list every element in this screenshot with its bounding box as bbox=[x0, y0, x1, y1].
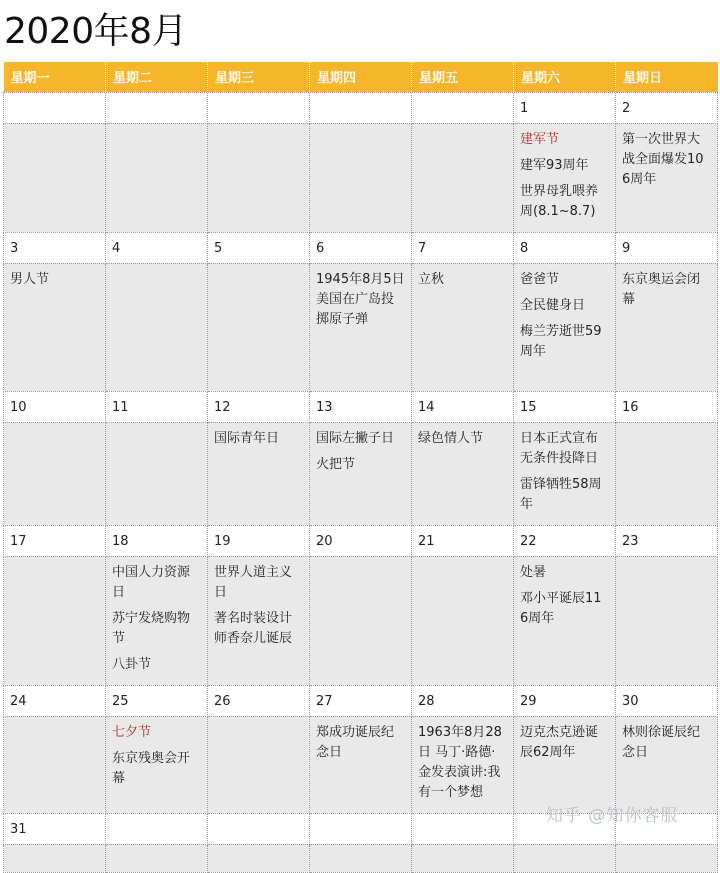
date-cell[interactable] bbox=[208, 391, 310, 422]
date-number: 28 bbox=[418, 693, 435, 709]
watermark: 知乎 @知你客服 bbox=[546, 806, 679, 826]
event-label: 东京残奥会开幕 bbox=[112, 750, 191, 786]
date-number: 6 bbox=[316, 240, 325, 256]
events-cell[interactable] bbox=[106, 716, 208, 813]
events-cell[interactable] bbox=[514, 422, 616, 525]
weekday-tue: 星期二 bbox=[106, 62, 208, 92]
date-cell[interactable] bbox=[4, 391, 106, 422]
date-cell[interactable] bbox=[514, 391, 616, 422]
date-cell[interactable] bbox=[514, 525, 616, 556]
events-row bbox=[4, 716, 718, 813]
date-cell[interactable] bbox=[616, 232, 718, 263]
date-number: 5 bbox=[214, 240, 223, 256]
date-number: 1 bbox=[520, 100, 529, 116]
date-number: 17 bbox=[10, 533, 27, 549]
event-label: 国际青年日 bbox=[214, 430, 280, 446]
event-label: 爸爸节 bbox=[520, 271, 560, 287]
events-row bbox=[4, 123, 718, 232]
events-cell[interactable] bbox=[208, 716, 310, 813]
event-label: 雷锋牺牲58周年 bbox=[520, 476, 602, 512]
date-number: 18 bbox=[112, 533, 129, 549]
date-number: 12 bbox=[214, 399, 231, 415]
weekday-fri: 星期五 bbox=[412, 62, 514, 92]
events-cell[interactable] bbox=[310, 263, 412, 391]
date-number: 7 bbox=[418, 240, 427, 256]
event-label: 1945年8月5日美国在广岛投掷原子弹 bbox=[316, 271, 405, 327]
events-cell[interactable] bbox=[616, 716, 718, 813]
events-cell[interactable] bbox=[412, 556, 514, 685]
date-cell[interactable] bbox=[412, 92, 514, 123]
events-cell[interactable] bbox=[106, 263, 208, 391]
date-row bbox=[4, 232, 718, 263]
date-cell[interactable] bbox=[310, 525, 412, 556]
date-cell[interactable] bbox=[310, 232, 412, 263]
date-cell[interactable] bbox=[412, 685, 514, 716]
weekday-wed: 星期三 bbox=[208, 62, 310, 92]
events-cell[interactable] bbox=[106, 123, 208, 232]
festival-label: 建军节 bbox=[520, 131, 560, 147]
date-cell[interactable] bbox=[514, 685, 616, 716]
events-row bbox=[4, 556, 718, 685]
event-label: 绿色情人节 bbox=[418, 430, 484, 446]
date-cell[interactable] bbox=[616, 92, 718, 123]
events-cell[interactable] bbox=[514, 844, 616, 872]
events-cell[interactable] bbox=[208, 263, 310, 391]
events-cell[interactable] bbox=[106, 844, 208, 872]
date-cell[interactable] bbox=[106, 685, 208, 716]
date-number: 29 bbox=[520, 693, 537, 709]
events-row bbox=[4, 263, 718, 391]
festival-label: 七夕节 bbox=[112, 724, 152, 740]
date-number: 3 bbox=[10, 240, 19, 256]
events-cell[interactable] bbox=[616, 263, 718, 391]
date-cell[interactable] bbox=[208, 685, 310, 716]
date-cell[interactable] bbox=[106, 232, 208, 263]
date-cell[interactable] bbox=[412, 391, 514, 422]
date-cell[interactable] bbox=[208, 813, 310, 844]
page-title: 2020年8月 bbox=[4, 11, 188, 52]
date-number: 16 bbox=[622, 399, 639, 415]
events-cell[interactable] bbox=[4, 422, 106, 525]
events-cell[interactable] bbox=[4, 716, 106, 813]
date-cell[interactable] bbox=[106, 813, 208, 844]
events-cell[interactable] bbox=[616, 123, 718, 232]
date-number: 25 bbox=[112, 693, 129, 709]
events-cell[interactable] bbox=[4, 123, 106, 232]
date-cell[interactable] bbox=[310, 813, 412, 844]
events-cell[interactable] bbox=[514, 716, 616, 813]
event-label: 火把节 bbox=[316, 456, 356, 472]
events-cell[interactable] bbox=[412, 123, 514, 232]
events-cell[interactable] bbox=[412, 422, 514, 525]
events-row bbox=[4, 844, 718, 872]
date-cell[interactable] bbox=[4, 232, 106, 263]
date-cell[interactable] bbox=[412, 813, 514, 844]
date-cell[interactable] bbox=[514, 92, 616, 123]
event-label: 处暑 bbox=[520, 564, 547, 580]
date-number: 31 bbox=[10, 821, 27, 837]
event-label: 建军93周年 bbox=[520, 157, 589, 173]
event-label: 日本正式宣布无条件投降日 bbox=[520, 430, 599, 466]
events-cell[interactable] bbox=[106, 422, 208, 525]
event-label: 郑成功诞辰纪念日 bbox=[316, 724, 395, 760]
date-number: 2 bbox=[622, 100, 631, 116]
event-label: 中国人力资源日 bbox=[112, 564, 191, 600]
event-label: 1963年8月28日 马丁·路德·金发表演讲:我有一个梦想 bbox=[418, 724, 502, 800]
date-number: 27 bbox=[316, 693, 333, 709]
event-label: 国际左撇子日 bbox=[316, 430, 395, 446]
event-label: 苏宁发烧购物节 bbox=[112, 610, 191, 646]
events-cell[interactable] bbox=[106, 556, 208, 685]
date-row bbox=[4, 391, 718, 422]
date-number: 22 bbox=[520, 533, 537, 549]
date-cell[interactable] bbox=[106, 525, 208, 556]
date-number: 20 bbox=[316, 533, 333, 549]
date-number: 4 bbox=[112, 240, 121, 256]
events-cell[interactable] bbox=[514, 123, 616, 232]
date-cell[interactable] bbox=[616, 525, 718, 556]
events-cell[interactable] bbox=[412, 844, 514, 872]
date-cell[interactable] bbox=[208, 92, 310, 123]
events-cell[interactable] bbox=[412, 263, 514, 391]
date-number: 15 bbox=[520, 399, 537, 415]
events-cell[interactable] bbox=[310, 844, 412, 872]
events-cell[interactable] bbox=[208, 556, 310, 685]
event-label: 东京奥运会闭幕 bbox=[622, 271, 701, 307]
date-cell[interactable] bbox=[208, 525, 310, 556]
events-cell[interactable] bbox=[412, 716, 514, 813]
date-cell[interactable] bbox=[616, 391, 718, 422]
events-cell[interactable] bbox=[616, 844, 718, 872]
date-row bbox=[4, 92, 718, 123]
event-label: 林则徐诞辰纪念日 bbox=[622, 724, 701, 760]
date-cell[interactable] bbox=[310, 92, 412, 123]
events-cell[interactable] bbox=[514, 556, 616, 685]
event-label: 著名时装设计师香奈儿诞辰 bbox=[214, 610, 293, 646]
events-cell[interactable] bbox=[4, 844, 106, 872]
date-row bbox=[4, 525, 718, 556]
date-number: 9 bbox=[622, 240, 631, 256]
date-number: 21 bbox=[418, 533, 435, 549]
date-number: 30 bbox=[622, 693, 639, 709]
date-cell[interactable] bbox=[616, 685, 718, 716]
events-cell[interactable] bbox=[310, 123, 412, 232]
date-cell[interactable] bbox=[106, 92, 208, 123]
event-label: 全民健身日 bbox=[520, 297, 586, 313]
events-cell[interactable] bbox=[208, 123, 310, 232]
date-cell[interactable] bbox=[412, 525, 514, 556]
date-number: 24 bbox=[10, 693, 27, 709]
events-cell[interactable] bbox=[616, 556, 718, 685]
date-cell[interactable] bbox=[310, 685, 412, 716]
date-number: 26 bbox=[214, 693, 231, 709]
events-cell[interactable] bbox=[310, 422, 412, 525]
event-label: 梅兰芳逝世59周年 bbox=[520, 323, 602, 359]
date-row bbox=[4, 685, 718, 716]
events-cell[interactable] bbox=[310, 716, 412, 813]
date-cell[interactable] bbox=[514, 232, 616, 263]
event-label: 男人节 bbox=[10, 271, 50, 287]
date-cell[interactable] bbox=[4, 92, 106, 123]
events-cell[interactable] bbox=[208, 844, 310, 872]
date-cell[interactable] bbox=[208, 232, 310, 263]
date-cell[interactable] bbox=[106, 391, 208, 422]
date-number: 11 bbox=[112, 399, 129, 415]
date-number: 10 bbox=[10, 399, 27, 415]
event-label: 邓小平诞辰116周年 bbox=[520, 590, 602, 626]
events-cell[interactable] bbox=[208, 422, 310, 525]
weekday-header-row bbox=[4, 62, 718, 92]
event-label: 迈克杰克逊诞辰62周年 bbox=[520, 724, 599, 760]
date-number: 13 bbox=[316, 399, 333, 415]
weekday-mon: 星期一 bbox=[4, 62, 106, 92]
events-cell[interactable] bbox=[616, 422, 718, 525]
date-cell[interactable] bbox=[4, 525, 106, 556]
events-cell[interactable] bbox=[310, 556, 412, 685]
date-number: 14 bbox=[418, 399, 435, 415]
calendar-grid bbox=[3, 62, 718, 873]
events-cell[interactable] bbox=[4, 556, 106, 685]
weekday-thu: 星期四 bbox=[310, 62, 412, 92]
date-number: 19 bbox=[214, 533, 231, 549]
weekday-sun: 星期日 bbox=[616, 62, 718, 92]
date-cell[interactable] bbox=[412, 232, 514, 263]
date-number: 8 bbox=[520, 240, 529, 256]
events-row bbox=[4, 422, 718, 525]
event-label: 立秋 bbox=[418, 271, 445, 287]
events-cell[interactable] bbox=[4, 263, 106, 391]
weekday-sat: 星期六 bbox=[514, 62, 616, 92]
date-cell[interactable] bbox=[310, 391, 412, 422]
event-label: 八卦节 bbox=[112, 656, 152, 672]
event-label: 第一次世界大战全面爆发106周年 bbox=[622, 131, 704, 187]
event-label: 世界人道主义日 bbox=[214, 564, 293, 600]
events-cell[interactable] bbox=[514, 263, 616, 391]
event-label: 世界母乳喂养周(8.1~8.7) bbox=[520, 183, 599, 219]
date-cell[interactable] bbox=[4, 685, 106, 716]
date-cell[interactable] bbox=[4, 813, 106, 844]
date-number: 23 bbox=[622, 533, 639, 549]
